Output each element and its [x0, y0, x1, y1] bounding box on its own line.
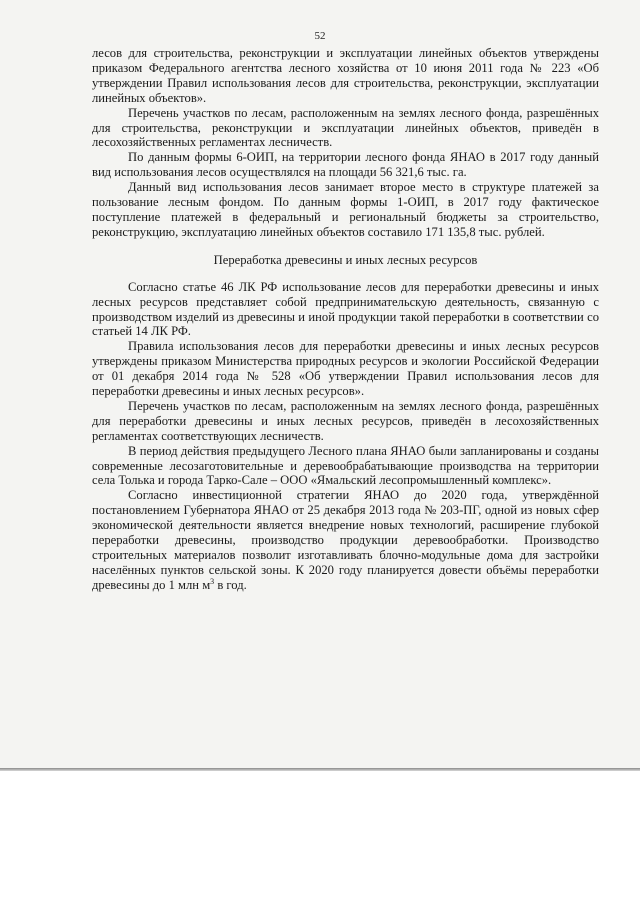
- section-heading: Переработка древесины и иных лесных ресурсов: [213, 252, 478, 267]
- cubic-superscript: 3: [210, 576, 215, 586]
- paragraph-usage-area: По данным формы 6-ОИП, на территории лесного фонда ЯНАО в 2017 году данный вид использования лесов осуществлялся на площади 56 321,6 тыс. га.: [92, 150, 599, 180]
- paragraph-processing-list: Перечень участков по лесам, расположенным на землях лесного фонда, разрешённых для переработки древесины и иных лесных ресурсов, приведён в лесохозяйственных регламентах соответствующих лесничеств.: [92, 398, 599, 443]
- paragraph-payments: Данный вид использования лесов занимает второе место в структуре платежей за пользование лесным фондом. По данным формы 1-ОИП, в 2017 году фактическое поступление платежей в федеральный и региональный бюджеты за строительство, реконструкцию, эксплуатацию линейных объектов составило 171 135,8 тыс. рублей.: [92, 180, 599, 239]
- paragraph-linear-objects-rules: лесов для строительства, реконструкции и эксплуатации линейных объектов утверждены приказом Федерального агентства лесного хозяйства от 10 июня 2011 года № 223 «Об утверждении Правил использования лесов для строительства, реконструкции, эксплуатации линейных объектов».: [92, 46, 599, 105]
- page-number: 52: [314, 30, 326, 42]
- paragraph-article-46: Согласно статье 46 ЛК РФ использование лесов для переработки древесины и иных лесных ресурсов представляет собой предпринимательскую деятельность, связанную с производством изделий из древесины и иной продукции такой переработки в соответствии со статьей 14 ЛК РФ.: [92, 279, 599, 339]
- document-body: [92, 46, 599, 593]
- paragraph-previous-plan: В период действия предыдущего Лесного плана ЯНАО были запланированы и созданы современные лесозаготовительные и деревообрабатывающие производства на территории села Толька и города Тарко-Сале – ООО «Ямальский лесопромышленный комплекс».: [92, 443, 599, 488]
- investment-strategy-text: Согласно инвестиционной стратегии ЯНАО до 2020 года, утверждённой постановлением Губернатора ЯНАО от 25 декабря 2013 года № 203-ПГ, одной из новых сфер экономической деятельности является внедрение новых технологий, расширение глубокой переработки древесины, производство продукции деревообработки. Производство строительных материалов позволит изготавливать блочно-модульные дома для застройки населённых пунктов сельской зоны. К 2020 году планируется довести объёмы переработки древесины до 1 млн м: [92, 488, 599, 592]
- paragraph-investment-strategy: [92, 488, 599, 592]
- blank-area: [0, 771, 640, 905]
- paragraph-linear-objects-list: Перечень участков по лесам, расположенным на землях лесного фонда, разрешённых для строительства, реконструкции и эксплуатации линейных объектов, приведён в лесохозяйственных регламентах лесничеств.: [92, 105, 599, 150]
- paragraph-processing-rules: Правила использования лесов для переработки древесины и иных лесных ресурсов утверждены приказом Министерства природных ресурсов и экологии Российской Федерации от 01 декабря 2014 года № 528 «Об утверждении Правил использования лесов для переработки древесины и иных лесных ресурсов».: [92, 339, 599, 399]
- investment-strategy-tail: в год.: [214, 577, 247, 592]
